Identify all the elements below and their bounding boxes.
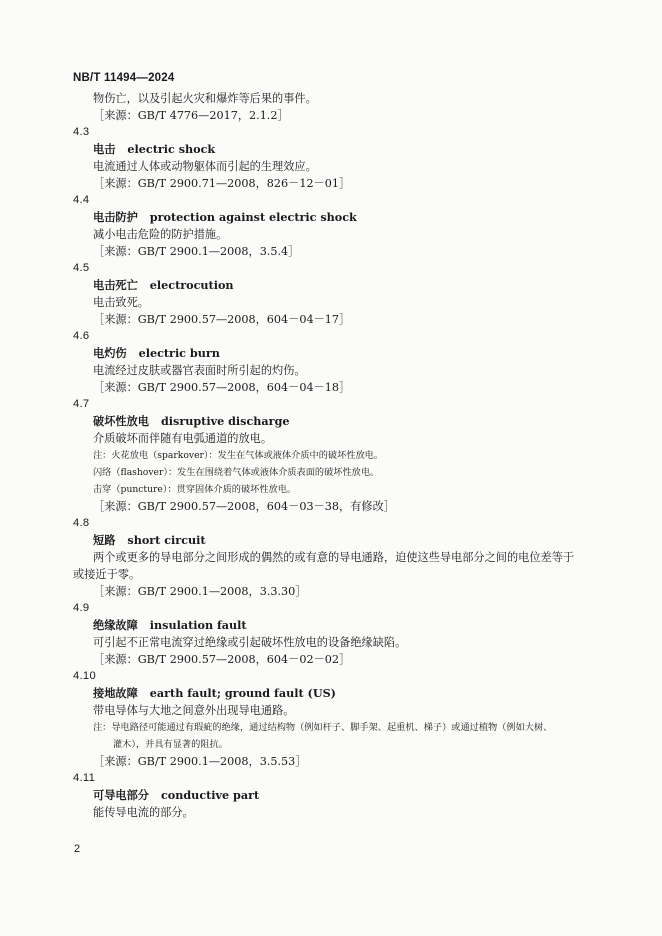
term-zh: 破坏性放电 xyxy=(93,414,149,428)
term-note: 注：火花放电（sparkover）：发生在气体或液体介质中的破坏性放电。 xyxy=(93,450,384,461)
source-citation: ［来源：GB/T 2900.71—2008，826－12－01］ xyxy=(93,177,351,190)
term-number: 4.10 xyxy=(73,670,96,682)
term-en: electric shock xyxy=(127,142,216,156)
source-citation: ［来源：GB/T 2900.1—2008，3.5.53］ xyxy=(93,755,307,768)
term-definition: 介质破坏而伴随有电弧通道的放电。 xyxy=(93,432,273,445)
term-en: disruptive discharge xyxy=(160,414,290,428)
term-number: 4.8 xyxy=(73,517,90,529)
term-en: electrocution xyxy=(149,278,234,292)
term-zh: 接地故障 xyxy=(93,686,138,700)
term-definition: 电流通过人体或动物躯体而引起的生理效应。 xyxy=(93,160,317,173)
source-citation: ［来源：GB/T 2900.1—2008，3.3.30］ xyxy=(93,585,307,598)
term-note-continued: 灌木），并具有显著的阻抗。 xyxy=(113,739,228,750)
term-title xyxy=(73,277,613,294)
term-number: 4.4 xyxy=(73,194,90,206)
source-citation: ［来源：GB/T 2900.57—2008，604－04－17］ xyxy=(93,313,351,326)
term-number: 4.3 xyxy=(73,126,90,138)
page-number: 2 xyxy=(74,843,81,855)
term-en: protection against electric shock xyxy=(149,210,357,224)
continued-definition: 物伤亡，以及引起火灾和爆炸等后果的事件。 xyxy=(93,92,317,105)
term-number: 4.7 xyxy=(73,398,90,410)
term-zh: 可导电部分 xyxy=(93,788,149,802)
term-number: 4.6 xyxy=(73,330,90,342)
term-number: 4.5 xyxy=(73,262,90,274)
term-zh: 电击 xyxy=(93,142,116,156)
term-title xyxy=(73,532,613,549)
source-citation: ［来源：GB/T 2900.57—2008，604－04－18］ xyxy=(93,381,351,394)
term-zh: 绝缘故障 xyxy=(93,618,138,632)
term-title xyxy=(73,345,613,362)
term-zh: 电灼伤 xyxy=(93,346,127,360)
term-note: 击穿（puncture）：贯穿固体介质的破坏性放电。 xyxy=(93,484,297,495)
term-definition-continued: 或接近于零。 xyxy=(73,568,141,581)
term-definition: 电流经过皮肤或器官表面时所引起的灼伤。 xyxy=(93,364,306,377)
term-number: 4.9 xyxy=(73,602,90,614)
source-citation: ［来源：GB/T 2900.57—2008，604－03－38，有修改］ xyxy=(93,500,395,513)
term-title xyxy=(73,141,613,158)
term-title xyxy=(73,787,613,804)
term-definition: 电击致死。 xyxy=(93,296,149,309)
source-citation: ［来源：GB/T 2900.57—2008，604－02－02］ xyxy=(93,653,351,666)
term-definition: 两个或更多的导电部分之间形成的偶然的或有意的导电通路，迫使这些导电部分之间的电位差等于 xyxy=(93,551,575,564)
term-title xyxy=(73,685,613,702)
term-en: electric burn xyxy=(138,346,220,360)
standard-number-header: NB/T 11494—2024 xyxy=(73,72,175,84)
term-title xyxy=(73,209,613,226)
term-definition: 带电导体与大地之间意外出现导电通路。 xyxy=(93,704,295,717)
term-zh: 短路 xyxy=(93,533,116,547)
term-title xyxy=(73,413,613,430)
term-en: earth fault; ground fault (US) xyxy=(149,686,336,700)
term-number: 4.11 xyxy=(73,772,96,784)
term-note: 注：导电路径可能通过有瑕疵的绝缘，通过结构物（例如杆子、脚手架、起重机、梯子）或通过植物（例如大树、 xyxy=(93,722,553,733)
term-definition: 可引起不正常电流穿过绝缘或引起破坏性放电的设备绝缘缺陷。 xyxy=(93,636,407,649)
term-note: 闪络（flashover）：发生在围绕着气体或液体介质表面的破坏性放电。 xyxy=(93,467,380,478)
term-zh: 电击死亡 xyxy=(93,278,138,292)
source-citation: ［来源：GB/T 2900.1—2008，3.5.4］ xyxy=(93,245,300,258)
terms-content xyxy=(73,90,613,821)
term-definition: 能传导电流的部分。 xyxy=(93,806,194,819)
term-definition: 减小电击危险的防护措施。 xyxy=(93,228,228,241)
term-zh: 电击防护 xyxy=(93,210,138,224)
term-en: conductive part xyxy=(160,788,260,802)
term-title xyxy=(73,617,613,634)
term-en: insulation fault xyxy=(149,618,247,632)
term-en: short circuit xyxy=(127,533,206,547)
source-citation: ［来源：GB/T 4776—2017，2.1.2］ xyxy=(93,109,289,122)
